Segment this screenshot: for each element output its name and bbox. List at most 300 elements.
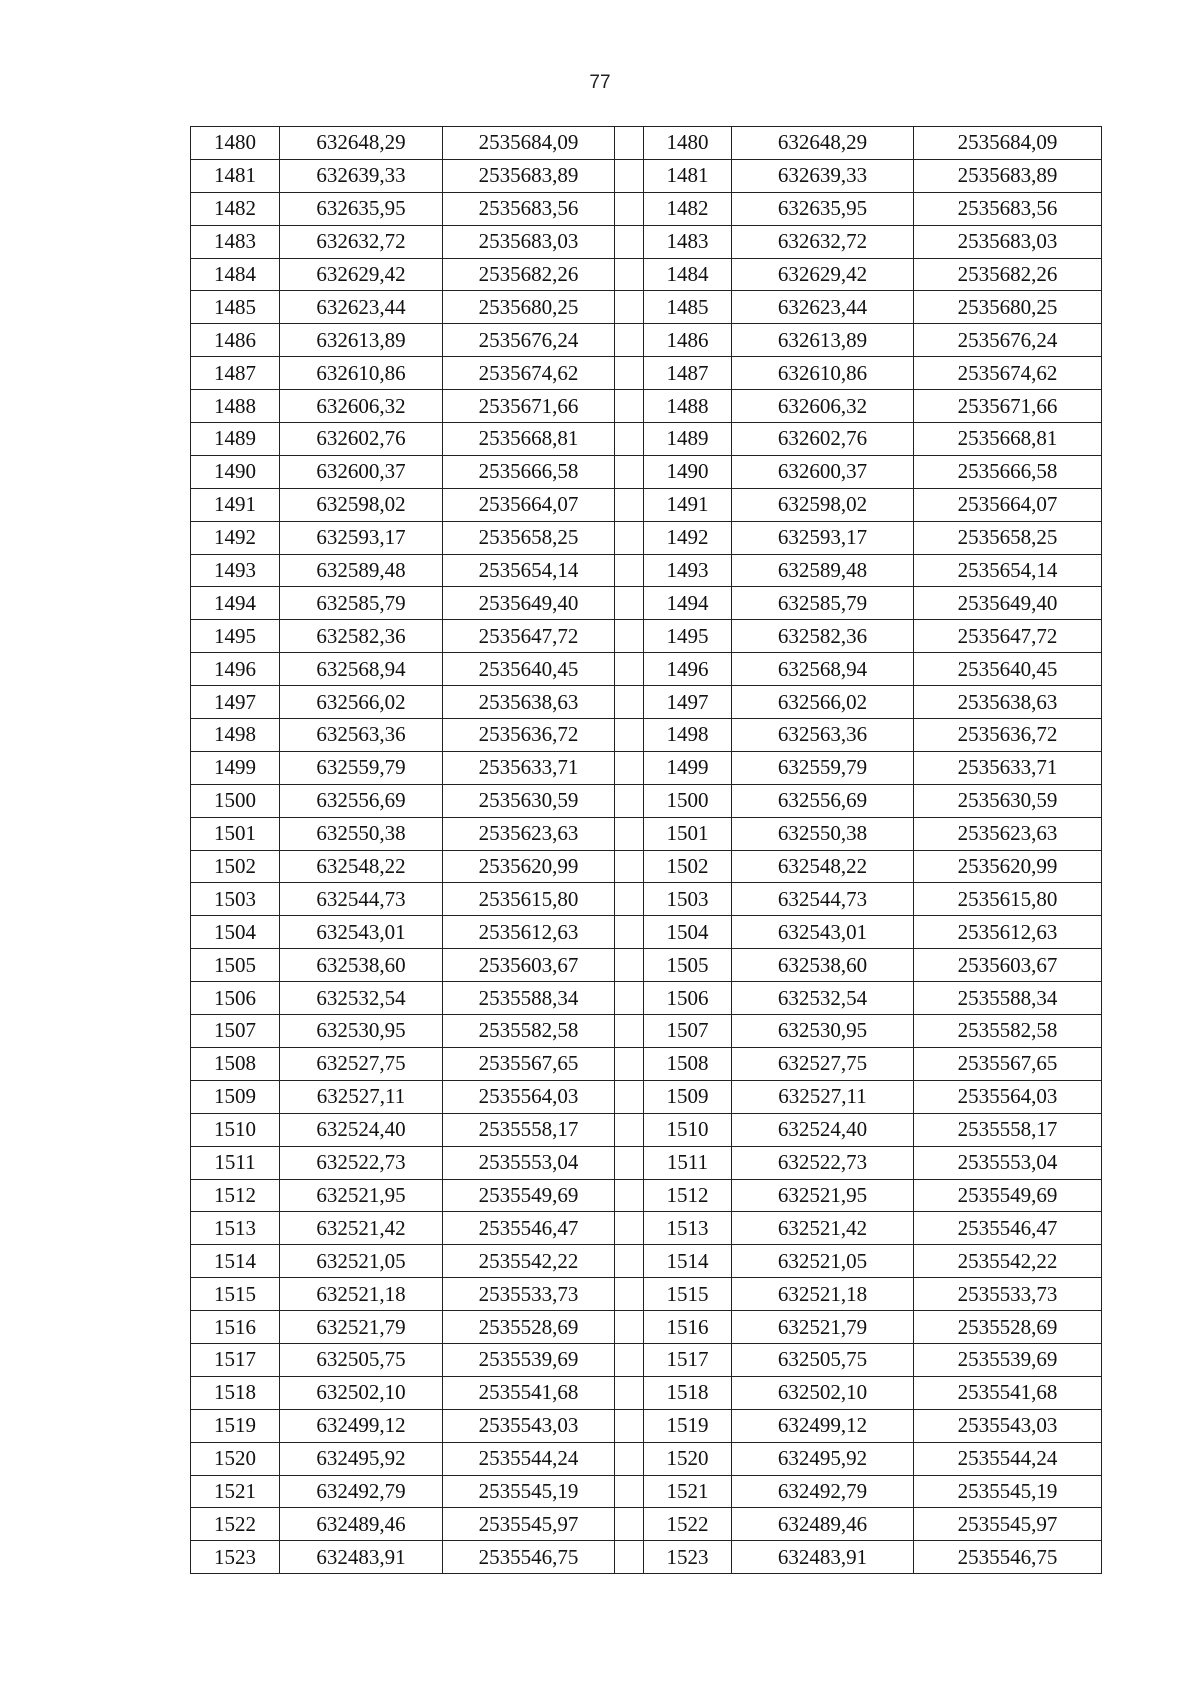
empty-separator-cell bbox=[615, 1409, 644, 1442]
left-y-coordinate: 2535549,69 bbox=[443, 1179, 615, 1212]
right-point-number: 1509 bbox=[644, 1080, 732, 1113]
left-x-coordinate: 632556,69 bbox=[280, 784, 443, 817]
empty-separator-cell bbox=[615, 620, 644, 653]
left-x-coordinate: 632632,72 bbox=[280, 225, 443, 258]
coordinates-table-body bbox=[191, 127, 1102, 1574]
right-x-coordinate: 632502,10 bbox=[732, 1376, 914, 1409]
right-x-coordinate: 632532,54 bbox=[732, 982, 914, 1015]
right-y-coordinate: 2535623,63 bbox=[914, 817, 1102, 850]
right-y-coordinate: 2535528,69 bbox=[914, 1311, 1102, 1344]
right-point-number: 1487 bbox=[644, 357, 732, 390]
right-y-coordinate: 2535647,72 bbox=[914, 620, 1102, 653]
right-point-number: 1515 bbox=[644, 1278, 732, 1311]
left-y-coordinate: 2535623,63 bbox=[443, 817, 615, 850]
left-y-coordinate: 2535630,59 bbox=[443, 784, 615, 817]
left-x-coordinate: 632550,38 bbox=[280, 817, 443, 850]
empty-separator-cell bbox=[615, 554, 644, 587]
empty-separator-cell bbox=[615, 1015, 644, 1048]
empty-separator-cell bbox=[615, 1311, 644, 1344]
left-y-coordinate: 2535620,99 bbox=[443, 850, 615, 883]
left-x-coordinate: 632538,60 bbox=[280, 949, 443, 982]
table-row bbox=[191, 1212, 1102, 1245]
right-y-coordinate: 2535612,63 bbox=[914, 916, 1102, 949]
right-x-coordinate: 632563,36 bbox=[732, 719, 914, 752]
empty-separator-cell bbox=[615, 1278, 644, 1311]
right-y-coordinate: 2535545,97 bbox=[914, 1508, 1102, 1541]
empty-separator-cell bbox=[615, 488, 644, 521]
left-x-coordinate: 632532,54 bbox=[280, 982, 443, 1015]
right-point-number: 1488 bbox=[644, 390, 732, 423]
left-point-number: 1492 bbox=[191, 521, 280, 554]
right-y-coordinate: 2535539,69 bbox=[914, 1343, 1102, 1376]
empty-separator-cell bbox=[615, 1047, 644, 1080]
empty-separator-cell bbox=[615, 982, 644, 1015]
table-row bbox=[191, 1343, 1102, 1376]
right-x-coordinate: 632648,29 bbox=[732, 127, 914, 160]
table-row bbox=[191, 620, 1102, 653]
left-point-number: 1493 bbox=[191, 554, 280, 587]
left-point-number: 1520 bbox=[191, 1442, 280, 1475]
left-y-coordinate: 2535615,80 bbox=[443, 883, 615, 916]
right-y-coordinate: 2535582,58 bbox=[914, 1015, 1102, 1048]
right-point-number: 1497 bbox=[644, 686, 732, 719]
right-x-coordinate: 632598,02 bbox=[732, 488, 914, 521]
left-y-coordinate: 2535553,04 bbox=[443, 1146, 615, 1179]
left-x-coordinate: 632521,18 bbox=[280, 1278, 443, 1311]
right-x-coordinate: 632521,18 bbox=[732, 1278, 914, 1311]
right-point-number: 1513 bbox=[644, 1212, 732, 1245]
left-y-coordinate: 2535640,45 bbox=[443, 653, 615, 686]
left-y-coordinate: 2535658,25 bbox=[443, 521, 615, 554]
right-y-coordinate: 2535658,25 bbox=[914, 521, 1102, 554]
left-x-coordinate: 632582,36 bbox=[280, 620, 443, 653]
left-point-number: 1480 bbox=[191, 127, 280, 160]
left-y-coordinate: 2535666,58 bbox=[443, 455, 615, 488]
left-y-coordinate: 2535674,62 bbox=[443, 357, 615, 390]
right-point-number: 1502 bbox=[644, 850, 732, 883]
right-x-coordinate: 632527,75 bbox=[732, 1047, 914, 1080]
empty-separator-cell bbox=[615, 1179, 644, 1212]
right-x-coordinate: 632543,01 bbox=[732, 916, 914, 949]
empty-separator-cell bbox=[615, 1508, 644, 1541]
empty-separator-cell bbox=[615, 291, 644, 324]
left-x-coordinate: 632610,86 bbox=[280, 357, 443, 390]
empty-separator-cell bbox=[615, 521, 644, 554]
left-y-coordinate: 2535668,81 bbox=[443, 423, 615, 456]
table-row bbox=[191, 686, 1102, 719]
left-point-number: 1494 bbox=[191, 587, 280, 620]
left-y-coordinate: 2535542,22 bbox=[443, 1245, 615, 1278]
left-point-number: 1488 bbox=[191, 390, 280, 423]
right-point-number: 1500 bbox=[644, 784, 732, 817]
right-x-coordinate: 632544,73 bbox=[732, 883, 914, 916]
right-x-coordinate: 632613,89 bbox=[732, 324, 914, 357]
left-point-number: 1495 bbox=[191, 620, 280, 653]
empty-separator-cell bbox=[615, 1442, 644, 1475]
left-x-coordinate: 632623,44 bbox=[280, 291, 443, 324]
right-y-coordinate: 2535664,07 bbox=[914, 488, 1102, 521]
right-y-coordinate: 2535649,40 bbox=[914, 587, 1102, 620]
table-row bbox=[191, 719, 1102, 752]
right-x-coordinate: 632538,60 bbox=[732, 949, 914, 982]
table-row bbox=[191, 1376, 1102, 1409]
table-row bbox=[191, 982, 1102, 1015]
right-x-coordinate: 632556,69 bbox=[732, 784, 914, 817]
right-y-coordinate: 2535541,68 bbox=[914, 1376, 1102, 1409]
right-x-coordinate: 632593,17 bbox=[732, 521, 914, 554]
left-point-number: 1498 bbox=[191, 719, 280, 752]
right-y-coordinate: 2535615,80 bbox=[914, 883, 1102, 916]
right-point-number: 1495 bbox=[644, 620, 732, 653]
right-point-number: 1522 bbox=[644, 1508, 732, 1541]
empty-separator-cell bbox=[615, 455, 644, 488]
left-y-coordinate: 2535664,07 bbox=[443, 488, 615, 521]
left-y-coordinate: 2535683,56 bbox=[443, 192, 615, 225]
left-y-coordinate: 2535676,24 bbox=[443, 324, 615, 357]
table-row bbox=[191, 949, 1102, 982]
right-y-coordinate: 2535588,34 bbox=[914, 982, 1102, 1015]
left-x-coordinate: 632585,79 bbox=[280, 587, 443, 620]
left-x-coordinate: 632527,11 bbox=[280, 1080, 443, 1113]
table-row bbox=[191, 423, 1102, 456]
right-x-coordinate: 632585,79 bbox=[732, 587, 914, 620]
left-point-number: 1489 bbox=[191, 423, 280, 456]
empty-separator-cell bbox=[615, 916, 644, 949]
left-point-number: 1511 bbox=[191, 1146, 280, 1179]
right-y-coordinate: 2535567,65 bbox=[914, 1047, 1102, 1080]
left-point-number: 1483 bbox=[191, 225, 280, 258]
right-point-number: 1516 bbox=[644, 1311, 732, 1344]
empty-separator-cell bbox=[615, 719, 644, 752]
right-x-coordinate: 632602,76 bbox=[732, 423, 914, 456]
table-row bbox=[191, 850, 1102, 883]
right-x-coordinate: 632524,40 bbox=[732, 1113, 914, 1146]
empty-separator-cell bbox=[615, 1343, 644, 1376]
left-point-number: 1504 bbox=[191, 916, 280, 949]
right-x-coordinate: 632492,79 bbox=[732, 1475, 914, 1508]
right-y-coordinate: 2535654,14 bbox=[914, 554, 1102, 587]
left-x-coordinate: 632524,40 bbox=[280, 1113, 443, 1146]
left-y-coordinate: 2535649,40 bbox=[443, 587, 615, 620]
right-y-coordinate: 2535676,24 bbox=[914, 324, 1102, 357]
right-point-number: 1517 bbox=[644, 1343, 732, 1376]
left-x-coordinate: 632483,91 bbox=[280, 1541, 443, 1574]
right-x-coordinate: 632521,79 bbox=[732, 1311, 914, 1344]
left-point-number: 1502 bbox=[191, 850, 280, 883]
table-row bbox=[191, 488, 1102, 521]
right-y-coordinate: 2535533,73 bbox=[914, 1278, 1102, 1311]
right-y-coordinate: 2535603,67 bbox=[914, 949, 1102, 982]
left-y-coordinate: 2535528,69 bbox=[443, 1311, 615, 1344]
right-x-coordinate: 632495,92 bbox=[732, 1442, 914, 1475]
right-x-coordinate: 632639,33 bbox=[732, 159, 914, 192]
left-point-number: 1487 bbox=[191, 357, 280, 390]
table-row bbox=[191, 455, 1102, 488]
left-x-coordinate: 632639,33 bbox=[280, 159, 443, 192]
right-point-number: 1518 bbox=[644, 1376, 732, 1409]
left-y-coordinate: 2535564,03 bbox=[443, 1080, 615, 1113]
left-point-number: 1482 bbox=[191, 192, 280, 225]
right-x-coordinate: 632629,42 bbox=[732, 258, 914, 291]
right-y-coordinate: 2535666,58 bbox=[914, 455, 1102, 488]
left-point-number: 1505 bbox=[191, 949, 280, 982]
left-point-number: 1499 bbox=[191, 751, 280, 784]
empty-separator-cell bbox=[615, 127, 644, 160]
right-point-number: 1501 bbox=[644, 817, 732, 850]
left-point-number: 1518 bbox=[191, 1376, 280, 1409]
right-x-coordinate: 632568,94 bbox=[732, 653, 914, 686]
table-row bbox=[191, 587, 1102, 620]
right-y-coordinate: 2535636,72 bbox=[914, 719, 1102, 752]
left-y-coordinate: 2535588,34 bbox=[443, 982, 615, 1015]
left-point-number: 1513 bbox=[191, 1212, 280, 1245]
right-point-number: 1520 bbox=[644, 1442, 732, 1475]
right-y-coordinate: 2535546,47 bbox=[914, 1212, 1102, 1245]
table-row bbox=[191, 883, 1102, 916]
left-y-coordinate: 2535684,09 bbox=[443, 127, 615, 160]
right-point-number: 1499 bbox=[644, 751, 732, 784]
right-x-coordinate: 632606,32 bbox=[732, 390, 914, 423]
right-point-number: 1519 bbox=[644, 1409, 732, 1442]
left-point-number: 1506 bbox=[191, 982, 280, 1015]
empty-separator-cell bbox=[615, 357, 644, 390]
right-y-coordinate: 2535546,75 bbox=[914, 1541, 1102, 1574]
right-point-number: 1484 bbox=[644, 258, 732, 291]
left-x-coordinate: 632600,37 bbox=[280, 455, 443, 488]
table-row bbox=[191, 357, 1102, 390]
left-x-coordinate: 632521,95 bbox=[280, 1179, 443, 1212]
empty-separator-cell bbox=[615, 159, 644, 192]
empty-separator-cell bbox=[615, 1245, 644, 1278]
left-y-coordinate: 2535558,17 bbox=[443, 1113, 615, 1146]
left-point-number: 1491 bbox=[191, 488, 280, 521]
left-point-number: 1510 bbox=[191, 1113, 280, 1146]
right-y-coordinate: 2535671,66 bbox=[914, 390, 1102, 423]
left-x-coordinate: 632566,02 bbox=[280, 686, 443, 719]
left-point-number: 1496 bbox=[191, 653, 280, 686]
left-y-coordinate: 2535633,71 bbox=[443, 751, 615, 784]
right-point-number: 1492 bbox=[644, 521, 732, 554]
right-x-coordinate: 632610,86 bbox=[732, 357, 914, 390]
left-point-number: 1512 bbox=[191, 1179, 280, 1212]
table-row bbox=[191, 1047, 1102, 1080]
left-x-coordinate: 632593,17 bbox=[280, 521, 443, 554]
left-y-coordinate: 2535647,72 bbox=[443, 620, 615, 653]
left-y-coordinate: 2535539,69 bbox=[443, 1343, 615, 1376]
coordinates-table bbox=[190, 126, 1102, 1574]
left-y-coordinate: 2535671,66 bbox=[443, 390, 615, 423]
left-point-number: 1522 bbox=[191, 1508, 280, 1541]
table-row bbox=[191, 784, 1102, 817]
right-y-coordinate: 2535638,63 bbox=[914, 686, 1102, 719]
left-point-number: 1485 bbox=[191, 291, 280, 324]
left-y-coordinate: 2535541,68 bbox=[443, 1376, 615, 1409]
left-y-coordinate: 2535546,75 bbox=[443, 1541, 615, 1574]
left-y-coordinate: 2535638,63 bbox=[443, 686, 615, 719]
empty-separator-cell bbox=[615, 1376, 644, 1409]
left-x-coordinate: 632521,05 bbox=[280, 1245, 443, 1278]
table-row bbox=[191, 127, 1102, 160]
left-point-number: 1515 bbox=[191, 1278, 280, 1311]
right-point-number: 1507 bbox=[644, 1015, 732, 1048]
right-x-coordinate: 632582,36 bbox=[732, 620, 914, 653]
left-y-coordinate: 2535543,03 bbox=[443, 1409, 615, 1442]
empty-separator-cell bbox=[615, 1080, 644, 1113]
left-x-coordinate: 632492,79 bbox=[280, 1475, 443, 1508]
right-point-number: 1489 bbox=[644, 423, 732, 456]
left-x-coordinate: 632522,73 bbox=[280, 1146, 443, 1179]
empty-separator-cell bbox=[615, 1212, 644, 1245]
empty-separator-cell bbox=[615, 423, 644, 456]
empty-separator-cell bbox=[615, 850, 644, 883]
right-y-coordinate: 2535620,99 bbox=[914, 850, 1102, 883]
empty-separator-cell bbox=[615, 784, 644, 817]
left-x-coordinate: 632559,79 bbox=[280, 751, 443, 784]
left-x-coordinate: 632489,46 bbox=[280, 1508, 443, 1541]
table-row bbox=[191, 521, 1102, 554]
left-y-coordinate: 2535603,67 bbox=[443, 949, 615, 982]
right-point-number: 1482 bbox=[644, 192, 732, 225]
left-x-coordinate: 632530,95 bbox=[280, 1015, 443, 1048]
right-point-number: 1498 bbox=[644, 719, 732, 752]
right-x-coordinate: 632530,95 bbox=[732, 1015, 914, 1048]
left-x-coordinate: 632527,75 bbox=[280, 1047, 443, 1080]
left-x-coordinate: 632495,92 bbox=[280, 1442, 443, 1475]
right-point-number: 1523 bbox=[644, 1541, 732, 1574]
empty-separator-cell bbox=[615, 225, 644, 258]
table-row bbox=[191, 817, 1102, 850]
left-point-number: 1503 bbox=[191, 883, 280, 916]
empty-separator-cell bbox=[615, 653, 644, 686]
table-row bbox=[191, 1080, 1102, 1113]
right-y-coordinate: 2535668,81 bbox=[914, 423, 1102, 456]
left-point-number: 1519 bbox=[191, 1409, 280, 1442]
empty-separator-cell bbox=[615, 324, 644, 357]
left-x-coordinate: 632502,10 bbox=[280, 1376, 443, 1409]
right-point-number: 1521 bbox=[644, 1475, 732, 1508]
right-x-coordinate: 632521,42 bbox=[732, 1212, 914, 1245]
left-x-coordinate: 632613,89 bbox=[280, 324, 443, 357]
right-point-number: 1504 bbox=[644, 916, 732, 949]
left-x-coordinate: 632606,32 bbox=[280, 390, 443, 423]
table-row bbox=[191, 291, 1102, 324]
right-y-coordinate: 2535544,24 bbox=[914, 1442, 1102, 1475]
right-point-number: 1493 bbox=[644, 554, 732, 587]
table-row bbox=[191, 324, 1102, 357]
left-x-coordinate: 632598,02 bbox=[280, 488, 443, 521]
left-x-coordinate: 632648,29 bbox=[280, 127, 443, 160]
table-row bbox=[191, 751, 1102, 784]
left-y-coordinate: 2535533,73 bbox=[443, 1278, 615, 1311]
left-x-coordinate: 632589,48 bbox=[280, 554, 443, 587]
right-x-coordinate: 632499,12 bbox=[732, 1409, 914, 1442]
left-point-number: 1490 bbox=[191, 455, 280, 488]
right-y-coordinate: 2535542,22 bbox=[914, 1245, 1102, 1278]
left-point-number: 1514 bbox=[191, 1245, 280, 1278]
left-y-coordinate: 2535582,58 bbox=[443, 1015, 615, 1048]
left-point-number: 1481 bbox=[191, 159, 280, 192]
left-x-coordinate: 632521,79 bbox=[280, 1311, 443, 1344]
left-point-number: 1507 bbox=[191, 1015, 280, 1048]
left-y-coordinate: 2535682,26 bbox=[443, 258, 615, 291]
right-x-coordinate: 632505,75 bbox=[732, 1343, 914, 1376]
right-x-coordinate: 632589,48 bbox=[732, 554, 914, 587]
table-row bbox=[191, 258, 1102, 291]
left-y-coordinate: 2535545,97 bbox=[443, 1508, 615, 1541]
right-y-coordinate: 2535543,03 bbox=[914, 1409, 1102, 1442]
empty-separator-cell bbox=[615, 1475, 644, 1508]
left-y-coordinate: 2535683,89 bbox=[443, 159, 615, 192]
right-point-number: 1506 bbox=[644, 982, 732, 1015]
table-row bbox=[191, 1015, 1102, 1048]
left-x-coordinate: 632635,95 bbox=[280, 192, 443, 225]
right-point-number: 1486 bbox=[644, 324, 732, 357]
table-row bbox=[191, 916, 1102, 949]
table-row bbox=[191, 653, 1102, 686]
left-point-number: 1484 bbox=[191, 258, 280, 291]
right-x-coordinate: 632559,79 bbox=[732, 751, 914, 784]
right-y-coordinate: 2535549,69 bbox=[914, 1179, 1102, 1212]
left-point-number: 1501 bbox=[191, 817, 280, 850]
right-y-coordinate: 2535674,62 bbox=[914, 357, 1102, 390]
left-x-coordinate: 632499,12 bbox=[280, 1409, 443, 1442]
right-y-coordinate: 2535630,59 bbox=[914, 784, 1102, 817]
left-x-coordinate: 632543,01 bbox=[280, 916, 443, 949]
right-x-coordinate: 632548,22 bbox=[732, 850, 914, 883]
right-x-coordinate: 632483,91 bbox=[732, 1541, 914, 1574]
right-y-coordinate: 2535633,71 bbox=[914, 751, 1102, 784]
left-point-number: 1497 bbox=[191, 686, 280, 719]
right-point-number: 1494 bbox=[644, 587, 732, 620]
left-y-coordinate: 2535680,25 bbox=[443, 291, 615, 324]
table-row bbox=[191, 554, 1102, 587]
right-x-coordinate: 632521,95 bbox=[732, 1179, 914, 1212]
left-point-number: 1523 bbox=[191, 1541, 280, 1574]
left-point-number: 1521 bbox=[191, 1475, 280, 1508]
right-y-coordinate: 2535683,03 bbox=[914, 225, 1102, 258]
empty-separator-cell bbox=[615, 751, 644, 784]
left-point-number: 1508 bbox=[191, 1047, 280, 1080]
right-point-number: 1490 bbox=[644, 455, 732, 488]
right-point-number: 1505 bbox=[644, 949, 732, 982]
right-point-number: 1481 bbox=[644, 159, 732, 192]
right-y-coordinate: 2535682,26 bbox=[914, 258, 1102, 291]
table-row bbox=[191, 390, 1102, 423]
table-row bbox=[191, 1475, 1102, 1508]
left-x-coordinate: 632629,42 bbox=[280, 258, 443, 291]
left-y-coordinate: 2535683,03 bbox=[443, 225, 615, 258]
right-point-number: 1491 bbox=[644, 488, 732, 521]
empty-separator-cell bbox=[615, 1146, 644, 1179]
page-number: 77 bbox=[589, 72, 611, 93]
right-point-number: 1511 bbox=[644, 1146, 732, 1179]
empty-separator-cell bbox=[615, 192, 644, 225]
left-x-coordinate: 632548,22 bbox=[280, 850, 443, 883]
empty-separator-cell bbox=[615, 686, 644, 719]
right-point-number: 1483 bbox=[644, 225, 732, 258]
left-point-number: 1500 bbox=[191, 784, 280, 817]
right-point-number: 1480 bbox=[644, 127, 732, 160]
right-y-coordinate: 2535640,45 bbox=[914, 653, 1102, 686]
empty-separator-cell bbox=[615, 949, 644, 982]
left-point-number: 1517 bbox=[191, 1343, 280, 1376]
right-x-coordinate: 632550,38 bbox=[732, 817, 914, 850]
right-y-coordinate: 2535558,17 bbox=[914, 1113, 1102, 1146]
table-row bbox=[191, 1245, 1102, 1278]
left-x-coordinate: 632544,73 bbox=[280, 883, 443, 916]
left-y-coordinate: 2535546,47 bbox=[443, 1212, 615, 1245]
table-row bbox=[191, 1442, 1102, 1475]
